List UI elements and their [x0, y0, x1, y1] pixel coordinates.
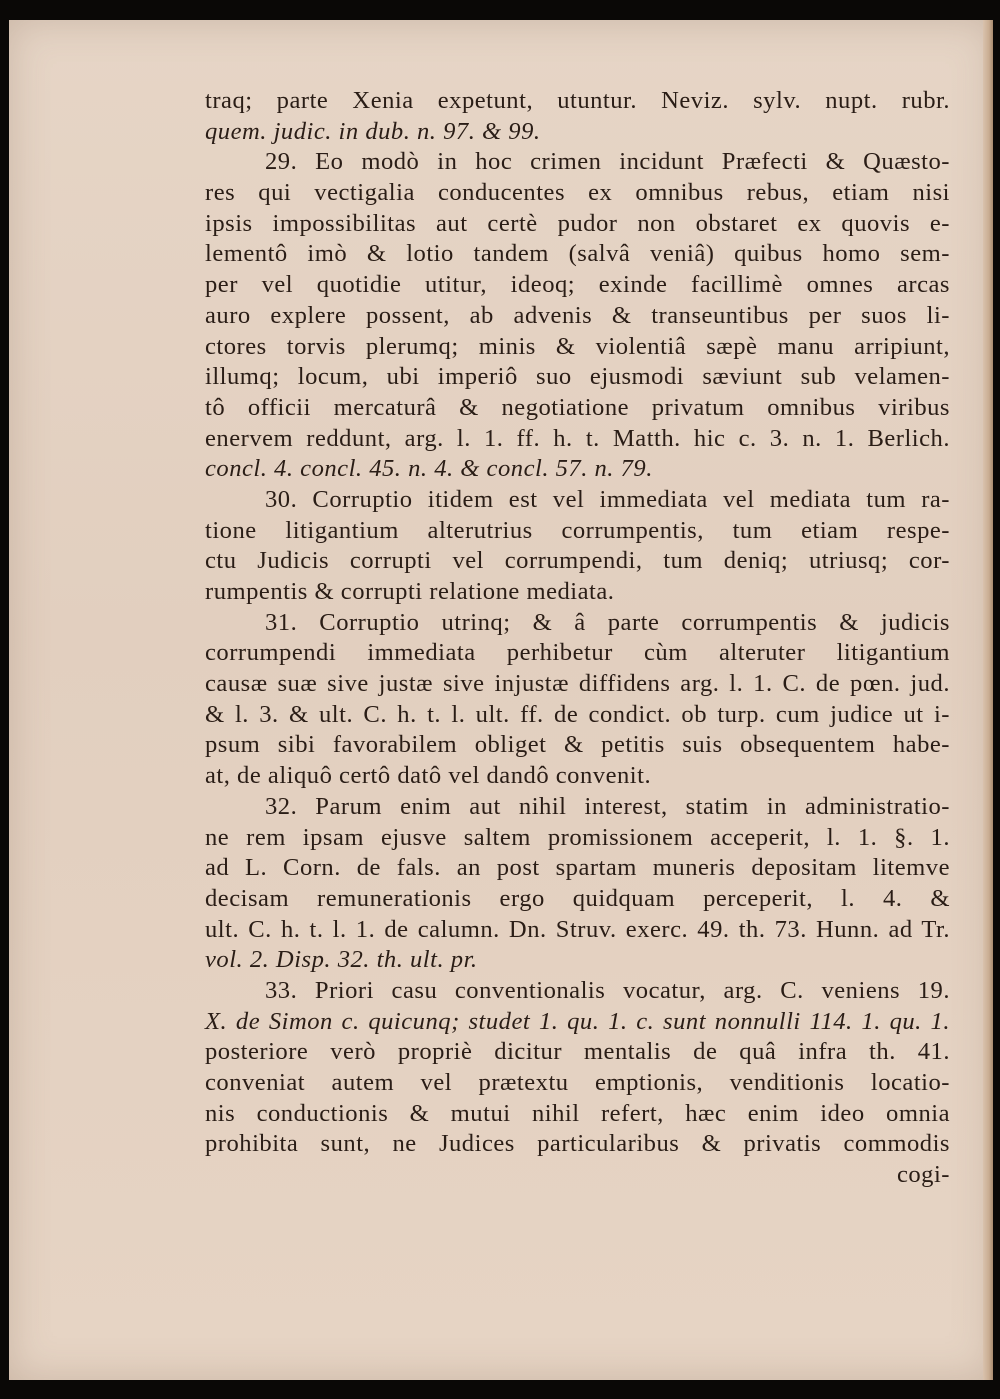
text-line: res qui vectigalia conducentes ex omnibus rebus, etiam nisi	[205, 179, 950, 207]
paragraph-31-start: 31. Corruptio utrinq; & â parte corrumpentis & judicis	[265, 608, 950, 636]
text-line: tione litigantium alterutrius corrumpentis, tum etiam respe-	[205, 516, 950, 544]
text-line: lementô imò & lotio tandem (salvâ veniâ) quibus homo sem-	[205, 240, 950, 268]
text-line: ad L. Corn. de fals. an post spartam muneris depositam litemve	[205, 854, 950, 882]
text-line: ctores torvis plerumq; minis & violentiâ sæpè manu arripiunt,	[205, 332, 950, 360]
text-line: decisam remunerationis ergo quidquam perceperit, l. 4. &	[205, 884, 950, 912]
text-line: auro explere possent, ab advenis & transeuntibus per suos li-	[205, 301, 950, 329]
page-edge	[983, 20, 993, 1380]
paragraph-29-start: 29. Eo modò in hoc crimen incidunt Præfecti & Quæsto-	[265, 148, 950, 176]
text-line: vol. 2. Disp. 32. th. ult. pr.	[205, 946, 478, 974]
text-line: enervem reddunt, arg. l. 1. ff. h. t. Matth. hic c. 3. n. 1. Berlich.	[205, 424, 950, 452]
text-line: posteriore verò propriè dicitur mentalis de quâ infra th. 41.	[205, 1038, 950, 1066]
text-line: ult. C. h. t. l. 1. de calumn. Dn. Struv. exerc. 49. th. 73. Hunn. ad Tr.	[205, 915, 950, 943]
text-line: per vel quotidie utitur, ideoq; exinde facillimè omnes arcas	[205, 271, 950, 299]
text-line: ctu Judicis corrupti vel corrumpendi, tum deniq; utriusq; cor-	[205, 547, 950, 575]
text-line: illumq; locum, ubi imperiô suo ejusmodi sæviunt sub velamen-	[205, 363, 950, 391]
text-line: at, de aliquô certô datô vel dandô convenit.	[205, 762, 652, 790]
paragraph-33-start: 33. Priori casu conventionalis vocatur, arg. C. veniens 19.	[265, 976, 950, 1004]
text-line: concl. 4. concl. 45. n. 4. & concl. 57. n. 79.	[205, 455, 653, 483]
text-line: tô officii mercaturâ & negotiatione privatum omnibus viribus	[205, 393, 950, 421]
text-line: psum sibi favorabilem obliget & petitis suis obsequentem habe-	[205, 731, 950, 759]
text-line: nis conductionis & mutui nihil refert, hæc enim ideo omnia	[205, 1099, 950, 1127]
text-line: quem. judic. in dub. n. 97. & 99.	[205, 117, 541, 145]
text-line: rumpentis & corrupti relatione mediata.	[205, 578, 615, 605]
text-line: prohibita sunt, ne Judices particularibus & privatis commodis	[205, 1130, 950, 1158]
text-line: traq; parte Xenia expetunt, utuntur. Neviz. sylv. nupt. rubr.	[205, 87, 950, 114]
text-line: corrumpendi immediata perhibetur cùm alteruter litigantium	[205, 639, 950, 667]
text-line: X. de Simon c. quicunq; studet 1. qu. 1. c. sunt nonnulli 114. 1. qu. 1.	[205, 1007, 950, 1035]
text-line: causæ suæ sive justæ sive injustæ diffidens arg. l. 1. C. de pœn. jud.	[205, 670, 950, 698]
paragraph-32-start: 32. Parum enim aut nihil interest, statim in administratio-	[265, 792, 950, 820]
text-line: ne rem ipsam ejusve saltem promissionem acceperit, l. 1. §. 1.	[205, 823, 950, 851]
text-line: conveniat autem vel prætextu emptionis, venditionis locatio-	[205, 1069, 950, 1096]
catchword: cogi-	[896, 1161, 950, 1189]
paragraph-30-start: 30. Corruptio itidem est vel immediata vel mediata tum ra-	[265, 485, 950, 513]
text-line: & l. 3. & ult. C. h. t. l. ult. ff. de condict. ob turp. cum judice ut i-	[205, 700, 950, 728]
body-text	[205, 86, 950, 1191]
text-line: ipsis impossibilitas aut certè pudor non obstaret ex quovis e-	[205, 209, 950, 237]
